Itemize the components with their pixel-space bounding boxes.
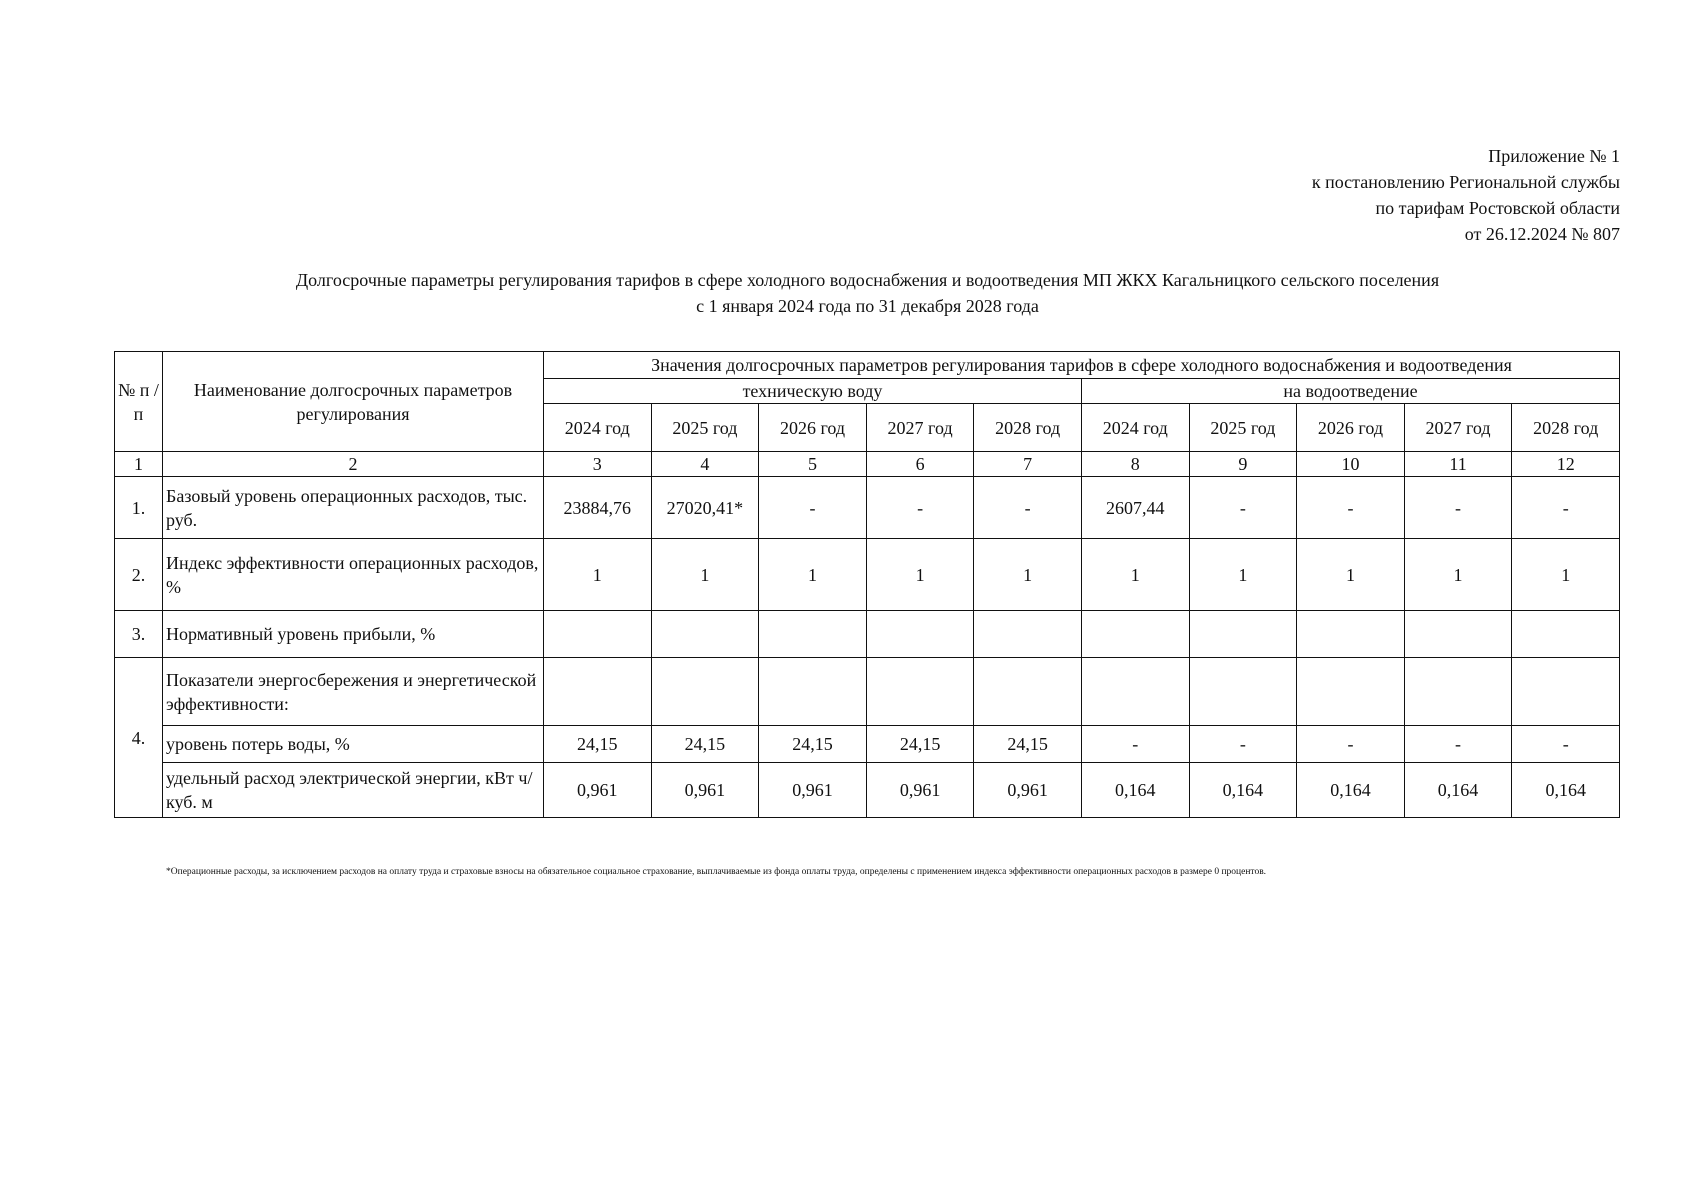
table-row [115,477,1620,539]
value-cell: - [1512,477,1620,539]
value-cell: 0,961 [651,763,759,818]
value-cell [1404,658,1512,726]
value-cell: 0,961 [759,763,867,818]
value-cell: 0,164 [1404,763,1512,818]
row-name: уровень потерь воды, % [163,726,544,763]
column-number: 10 [1297,452,1405,477]
value-cell: 1 [1297,539,1405,611]
appendix-line-3: по тарифам Ростовской области [1375,198,1620,218]
value-cell: 1 [759,539,867,611]
header-row-1 [115,352,1620,379]
value-cell: 0,164 [1512,763,1620,818]
value-cell: 0,961 [974,763,1082,818]
value-cell: - [1189,477,1297,539]
value-cell: 0,164 [1081,763,1189,818]
value-cell: 0,164 [1297,763,1405,818]
column-number: 6 [866,452,974,477]
value-cell: 1 [1512,539,1620,611]
value-cell [1081,611,1189,658]
value-cell: - [1297,477,1405,539]
table-row [115,611,1620,658]
value-cell: 1 [1081,539,1189,611]
value-cell: 0,961 [544,763,652,818]
value-cell [759,611,867,658]
title-line-2: с 1 января 2024 года по 31 декабря 2028 года [696,296,1039,316]
value-cell: - [1404,477,1512,539]
appendix-line-4: от 26.12.2024 № 807 [1464,224,1620,244]
header-year: 2026 год [759,404,867,452]
document-title [0,267,1698,319]
column-number-row [115,452,1620,477]
column-number: 5 [759,452,867,477]
value-cell: - [1512,726,1620,763]
value-cell: 24,15 [866,726,974,763]
parameters-table [114,351,1620,818]
row-number: 2. [115,539,163,611]
header-group-wastewater: на водоотведение [1081,379,1619,404]
value-cell: 1 [651,539,759,611]
value-cell [1189,611,1297,658]
value-cell [1404,611,1512,658]
value-cell [1081,658,1189,726]
value-cell [544,611,652,658]
row-name: Индекс эффективности операционных расходов, % [163,539,544,611]
value-cell: 1 [974,539,1082,611]
value-cell: 24,15 [974,726,1082,763]
row-number: 4. [115,658,163,818]
table-row [115,763,1620,818]
value-cell [974,658,1082,726]
row-name: Показатели энергосбережения и энергетической эффективности: [163,658,544,726]
value-cell [1297,611,1405,658]
value-cell [1512,611,1620,658]
value-cell [1189,658,1297,726]
header-year: 2028 год [974,404,1082,452]
header-year: 2024 год [544,404,652,452]
value-cell [651,658,759,726]
value-cell: 24,15 [759,726,867,763]
value-cell: 23884,76 [544,477,652,539]
appendix-line-1: Приложение № 1 [1488,146,1620,166]
value-cell: 24,15 [544,726,652,763]
title-line-1: Долгосрочные параметры регулирования тарифов в сфере холодного водоснабжения и водоотведения МП ЖКХ Кагальницкого сельского поселения [295,270,1440,290]
value-cell [974,611,1082,658]
row-number: 3. [115,611,163,658]
value-cell: 2607,44 [1081,477,1189,539]
column-number: 12 [1512,452,1620,477]
value-cell: - [974,477,1082,539]
header-year: 2027 год [866,404,974,452]
column-number: 2 [163,452,544,477]
column-number: 4 [651,452,759,477]
row-name: Нормативный уровень прибыли, % [163,611,544,658]
header-year: 2026 год [1297,404,1405,452]
column-number: 1 [115,452,163,477]
table-row [115,539,1620,611]
header-year: 2027 год [1404,404,1512,452]
value-cell: - [1404,726,1512,763]
value-cell: 1 [544,539,652,611]
value-cell: 1 [866,539,974,611]
value-cell: - [1189,726,1297,763]
table-row [115,726,1620,763]
header-year: 2024 год [1081,404,1189,452]
value-cell: - [1297,726,1405,763]
value-cell: - [759,477,867,539]
value-cell: 1 [1189,539,1297,611]
row-name: Базовый уровень операционных расходов, тыс. руб. [163,477,544,539]
header-values-group: Значения долгосрочных параметров регулирования тарифов в сфере холодного водоснабжения и водоотведения [544,352,1620,379]
header-group-technical-water: техническую воду [544,379,1082,404]
header-num: № п /п [115,352,163,452]
value-cell: 0,164 [1189,763,1297,818]
column-number: 8 [1081,452,1189,477]
value-cell: 24,15 [651,726,759,763]
row-number: 1. [115,477,163,539]
row-name: удельный расход электрической энергии, кВт ч/куб. м [163,763,544,818]
appendix-line-2: к постановлению Региональной службы [1311,172,1620,192]
header-year: 2025 год [1189,404,1297,452]
header-year: 2028 год [1512,404,1620,452]
value-cell [1297,658,1405,726]
value-cell [866,658,974,726]
header-name: Наименование долгосрочных параметров регулирования [163,352,544,452]
value-cell: - [1081,726,1189,763]
value-cell: - [866,477,974,539]
footnote: *Операционные расходы, за исключением расходов на оплату труда и страховые взносы на обязательное социальное страхование, выплачиваемые из фонда оплаты труда, определены с применением индекса эффективности операционных расходов в размере 0 процентов. [166,867,1267,877]
header-year: 2025 год [651,404,759,452]
value-cell: 0,961 [866,763,974,818]
value-cell: 27020,41* [651,477,759,539]
column-number: 7 [974,452,1082,477]
value-cell [651,611,759,658]
column-number: 9 [1189,452,1297,477]
table-row [115,658,1620,726]
value-cell [1512,658,1620,726]
value-cell [759,658,867,726]
column-number: 3 [544,452,652,477]
column-number: 11 [1404,452,1512,477]
value-cell [866,611,974,658]
value-cell [544,658,652,726]
value-cell: 1 [1404,539,1512,611]
appendix-block [1312,143,1620,247]
